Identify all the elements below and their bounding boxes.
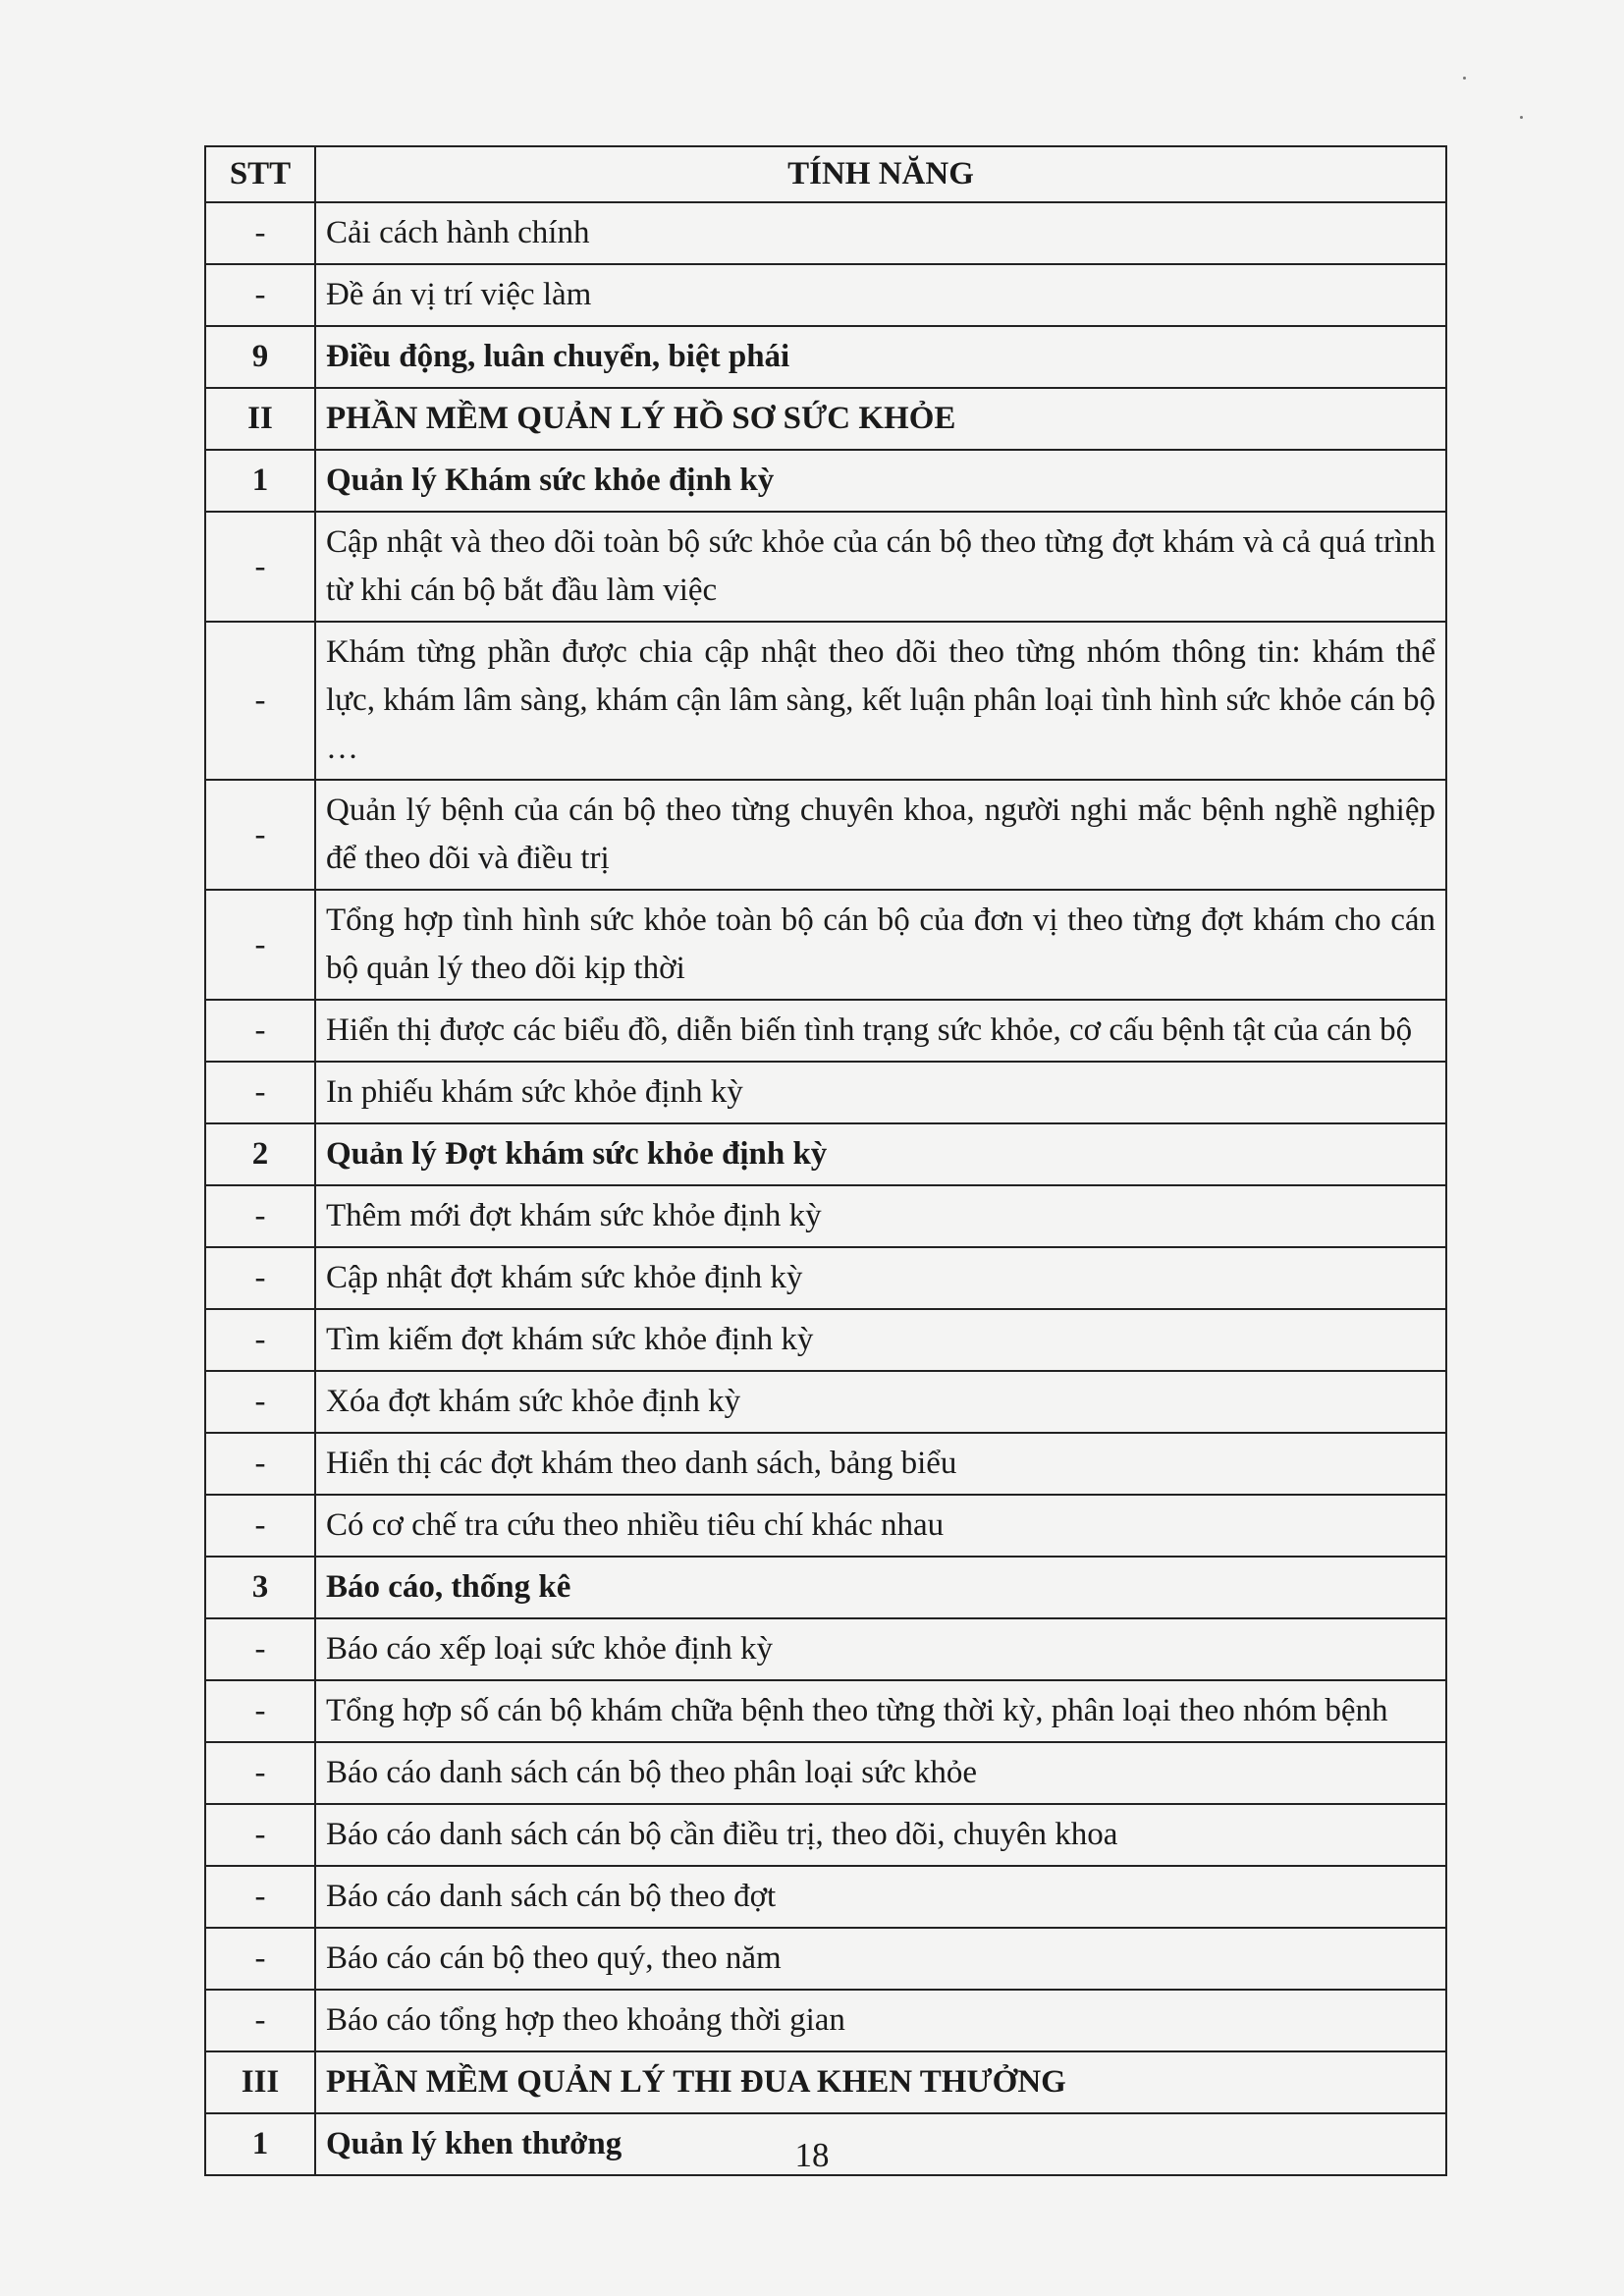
row-feature: Báo cáo danh sách cán bộ theo phân loại sức khỏe [315,1742,1446,1804]
row-stt: - [205,1928,315,1990]
page-number: 18 [794,2136,830,2174]
row-stt: - [205,1371,315,1433]
header-feature: TÍNH NĂNG [315,146,1446,202]
row-stt: - [205,1433,315,1495]
row-feature: PHẦN MỀM QUẢN LÝ HỒ SƠ SỨC KHỎE [315,388,1446,450]
table-row [205,780,1446,890]
table-row [205,1247,1446,1309]
row-feature: In phiếu khám sức khỏe định kỳ [315,1062,1446,1123]
row-feature: Khám từng phần được chia cập nhật theo dõi theo từng nhóm thông tin: khám thể lực, khám lâm sàng, khám cận lâm sàng, kết luận phân loại tình hình sức khỏe cán bộ … [315,622,1446,780]
row-feature: PHẦN MỀM QUẢN LÝ THI ĐUA KHEN THƯỞNG [315,2051,1446,2113]
table-row [205,512,1446,622]
row-stt: 2 [205,1123,315,1185]
row-feature: Có cơ chế tra cứu theo nhiều tiêu chí khác nhau [315,1495,1446,1557]
row-feature: Báo cáo, thống kê [315,1557,1446,1618]
table-row [205,1742,1446,1804]
row-stt: - [205,622,315,780]
row-stt: II [205,388,315,450]
feature-table [204,145,1447,2176]
row-feature: Quản lý Đợt khám sức khỏe định kỳ [315,1123,1446,1185]
table-row [205,1000,1446,1062]
row-stt: - [205,1742,315,1804]
row-stt: 1 [205,450,315,512]
row-stt: 9 [205,326,315,388]
table-row [205,1371,1446,1433]
row-stt: - [205,1185,315,1247]
table-row [205,1990,1446,2051]
row-stt: - [205,1062,315,1123]
row-stt: 3 [205,1557,315,1618]
row-stt: - [205,1990,315,2051]
table-row [205,1680,1446,1742]
table-row [205,1618,1446,1680]
row-feature: Tổng hợp số cán bộ khám chữa bệnh theo từng thời kỳ, phân loại theo nhóm bệnh [315,1680,1446,1742]
row-feature: Hiển thị các đợt khám theo danh sách, bảng biểu [315,1433,1446,1495]
row-feature: Báo cáo xếp loại sức khỏe định kỳ [315,1618,1446,1680]
table-row [205,2051,1446,2113]
table-row [205,890,1446,1000]
row-stt: - [205,1866,315,1928]
row-feature: Cải cách hành chính [315,202,1446,264]
row-stt: - [205,1495,315,1557]
table-row [205,1123,1446,1185]
table-row [205,264,1446,326]
scan-speck [1463,77,1466,80]
row-feature: Hiển thị được các biểu đồ, diễn biến tình trạng sức khỏe, cơ cấu bệnh tật của cán bộ [315,1000,1446,1062]
row-stt: - [205,1247,315,1309]
row-stt: - [205,1618,315,1680]
row-stt: - [205,512,315,622]
table-row [205,1309,1446,1371]
scan-speck [1520,116,1523,119]
row-feature: Quản lý khen thưởng [315,2113,1446,2175]
row-feature: Báo cáo cán bộ theo quý, theo năm [315,1928,1446,1990]
row-stt: 1 [205,2113,315,2175]
table-row [205,1062,1446,1123]
table-row [205,1495,1446,1557]
row-feature: Tìm kiếm đợt khám sức khỏe định kỳ [315,1309,1446,1371]
row-stt: - [205,1804,315,1866]
row-feature: Xóa đợt khám sức khỏe định kỳ [315,1371,1446,1433]
row-feature: Cập nhật đợt khám sức khỏe định kỳ [315,1247,1446,1309]
table-row [205,202,1446,264]
row-stt: - [205,264,315,326]
table-row [205,622,1446,780]
row-feature: Cập nhật và theo dõi toàn bộ sức khỏe của cán bộ theo từng đợt khám và cả quá trình từ khi cán bộ bắt đầu làm việc [315,512,1446,622]
table-row [205,388,1446,450]
row-stt: - [205,1000,315,1062]
row-feature: Thêm mới đợt khám sức khỏe định kỳ [315,1185,1446,1247]
table-body [205,202,1446,2175]
table-header-row [205,146,1446,202]
row-stt: - [205,1309,315,1371]
row-stt: III [205,2051,315,2113]
row-stt: - [205,1680,315,1742]
row-feature: Báo cáo tổng hợp theo khoảng thời gian [315,1990,1446,2051]
table-row [205,326,1446,388]
row-feature: Báo cáo danh sách cán bộ theo đợt [315,1866,1446,1928]
table-row [205,1433,1446,1495]
row-feature: Quản lý bệnh của cán bộ theo từng chuyên khoa, người nghi mắc bệnh nghề nghiệp để theo dõi và điều trị [315,780,1446,890]
table-row [205,1928,1446,1990]
header-stt: STT [205,146,315,202]
row-stt: - [205,202,315,264]
row-feature: Tổng hợp tình hình sức khỏe toàn bộ cán bộ của đơn vị theo từng đợt khám cho cán bộ quản lý theo dõi kịp thời [315,890,1446,1000]
row-feature: Báo cáo danh sách cán bộ cần điều trị, theo dõi, chuyên khoa [315,1804,1446,1866]
row-feature: Điều động, luân chuyển, biệt phái [315,326,1446,388]
table-row [205,1804,1446,1866]
row-stt: - [205,780,315,890]
row-feature: Quản lý Khám sức khỏe định kỳ [315,450,1446,512]
table-row [205,1185,1446,1247]
table-row [205,1866,1446,1928]
row-feature: Đề án vị trí việc làm [315,264,1446,326]
table-row [205,450,1446,512]
table-row [205,1557,1446,1618]
row-stt: - [205,890,315,1000]
